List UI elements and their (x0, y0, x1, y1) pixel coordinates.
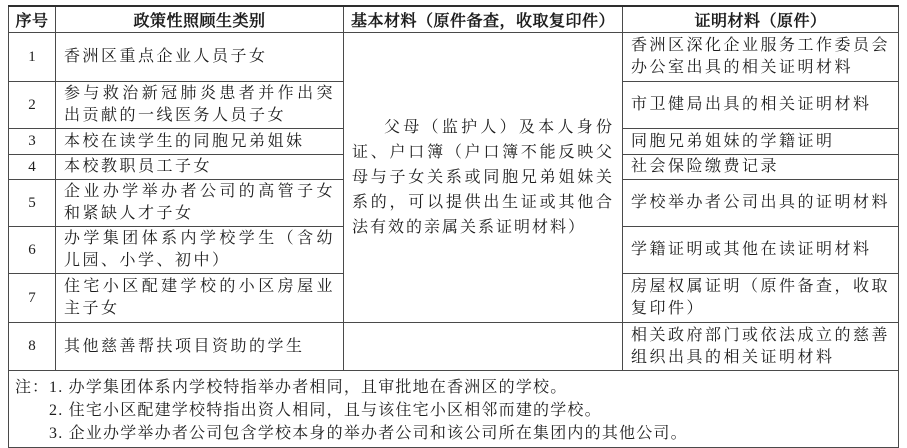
basic-material-text: 父母（监护人）及本人身份证、户口簿（户口簿不能反映父母与子女关系或同胞兄弟姐妹关系的，可以提供出生证或其他合法有效的亲属关系证明材料） (352, 119, 614, 236)
category-cell: 办学集团体系内学校学生（含幼儿园、小学、初中） (56, 227, 344, 274)
table-row (9, 323, 899, 371)
header-proof-materials: 证明材料（原件） (623, 6, 899, 33)
proof-cell: 房屋权属证明（原件备查，收取复印件） (623, 274, 899, 323)
proof-cell: 社会保险缴费记录 (623, 155, 899, 180)
proof-cell: 市卫健局出具的相关证明材料 (623, 82, 899, 129)
category-cell: 其他慈善帮扶项目资助的学生 (56, 323, 344, 371)
proof-cell: 学籍证明或其他在读证明材料 (623, 227, 899, 274)
row-number-cell: 5 (9, 180, 56, 227)
row-number-cell: 7 (9, 274, 56, 323)
basic-material-empty-cell (344, 323, 623, 371)
category-cell: 香洲区重点企业人员子女 (56, 33, 344, 82)
footnotes-label: 注： (15, 379, 50, 396)
row-number-cell: 6 (9, 227, 56, 274)
header-basic-materials: 基本材料（原件备查，收取复印件） (344, 6, 623, 33)
footnotes-row (9, 371, 899, 448)
footnote-item: 3. 企业办学举办者公司包含学校本身的举办者公司和该公司所在集团内的其他公司。 (49, 425, 688, 442)
header-category: 政策性照顾生类别 (56, 6, 344, 33)
category-cell: 企业办学举办者公司的高管子女和紧缺人才子女 (56, 180, 344, 227)
proof-cell: 相关政府部门或依法成立的慈善组织出具的相关证明材料 (623, 323, 899, 371)
footnotes-list (49, 376, 892, 445)
row-number-cell: 4 (9, 155, 56, 180)
row-number-cell: 1 (9, 33, 56, 82)
proof-cell: 香洲区深化企业服务工作委员会办公室出具的相关证明材料 (623, 33, 899, 82)
row-number-cell: 3 (9, 129, 56, 155)
footnote-item: 2. 住宅小区配建学校特指出资人相同，且与该住宅小区相邻而建的学校。 (49, 402, 602, 419)
table-row (9, 33, 899, 82)
proof-cell: 学校举办者公司出具的证明材料 (623, 180, 899, 227)
row-number-cell: 8 (9, 323, 56, 371)
row-number-cell: 2 (9, 82, 56, 129)
category-cell: 本校在读学生的同胞兄弟姐妹 (56, 129, 344, 155)
policy-admission-table (8, 5, 899, 448)
category-cell: 本校教职员工子女 (56, 155, 344, 180)
category-cell: 住宅小区配建学校的小区房屋业主子女 (56, 274, 344, 323)
header-serial-number: 序号 (9, 6, 56, 33)
table-header-row (9, 6, 899, 33)
footnotes (15, 376, 892, 445)
basic-material-cell (344, 33, 623, 323)
footnote-item: 1. 办学集团体系内学校特指举办者相同，且审批地在香洲区的学校。 (49, 379, 568, 396)
category-cell: 参与救治新冠肺炎患者并作出突出贡献的一线医务人员子女 (56, 82, 344, 129)
proof-cell: 同胞兄弟姐妹的学籍证明 (623, 129, 899, 155)
footnotes-cell (9, 371, 899, 448)
